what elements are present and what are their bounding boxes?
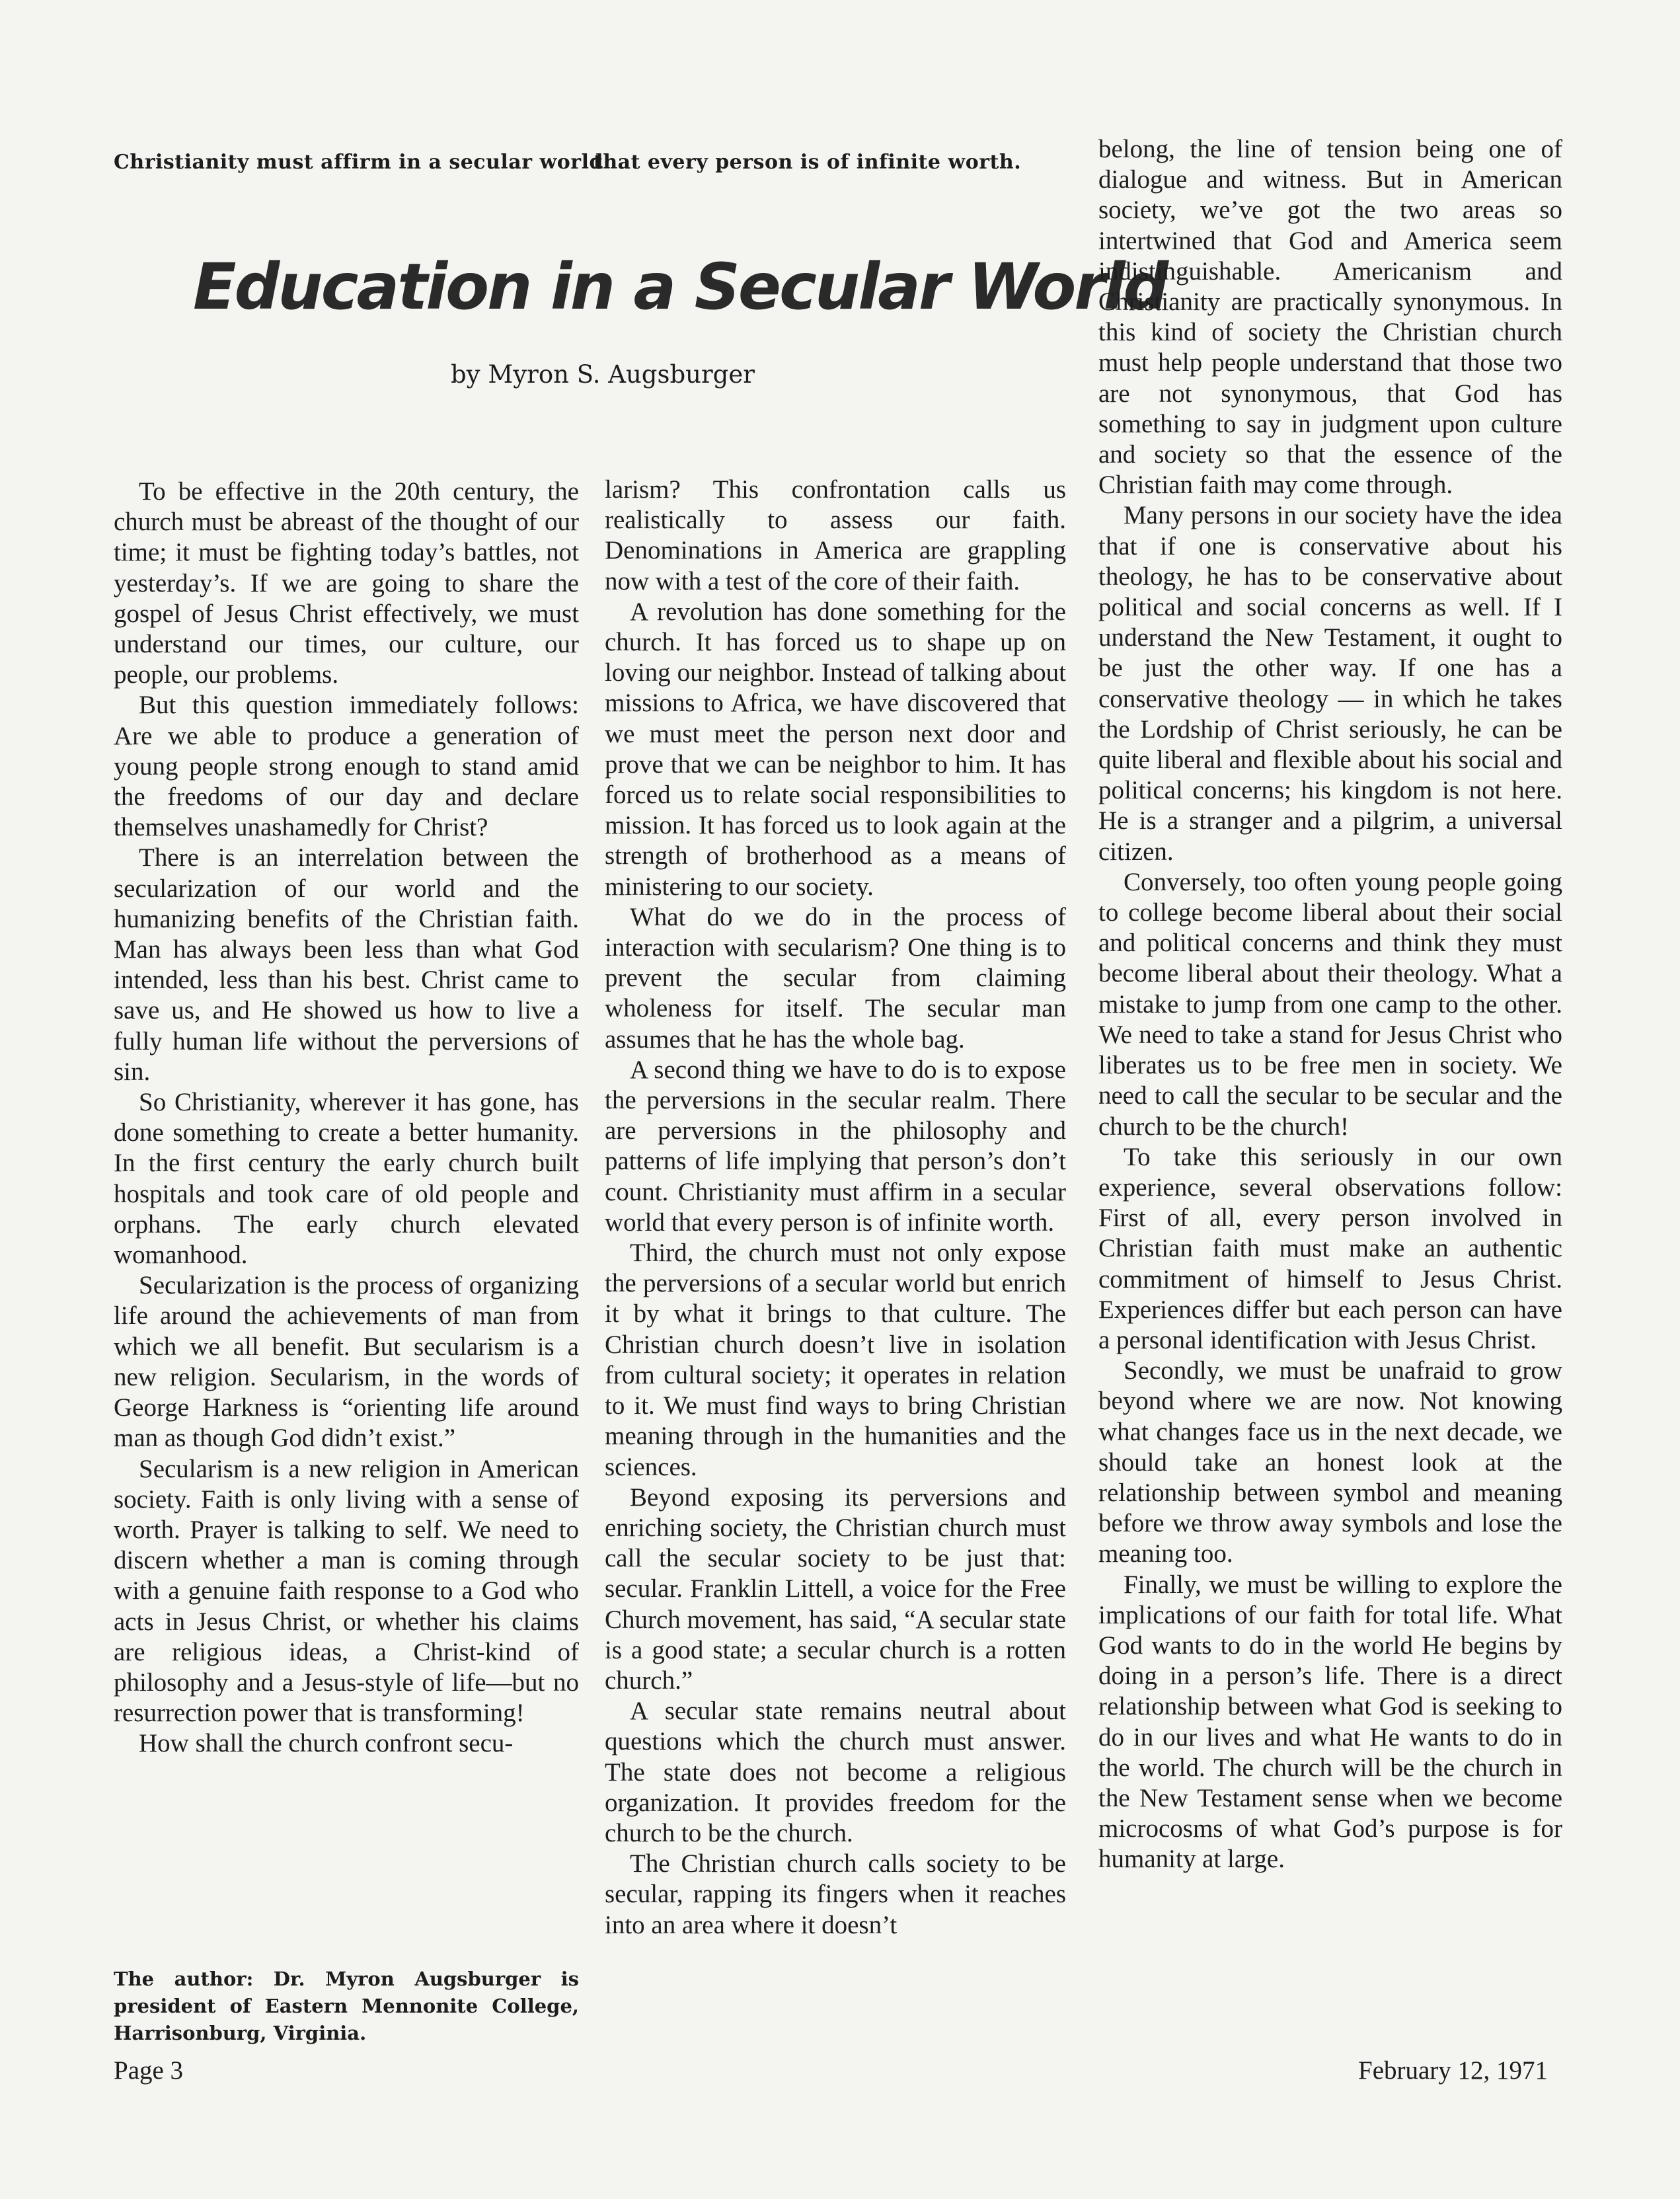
paragraph: A second thing we have to do is to expose the perversions in the secular realm. There are perversions in the philosophy and patterns of life implying that person’s don’t count. Christianity must affirm in a secular world that every person is of infinite worth.: [605, 1055, 1066, 1237]
paragraph: There is an interrelation between the secularization of our world and the humanizing benefits of the Christian faith. Man has always been less than what God intended, less than his best. Christ came to save us, and He showed us how to live a fully human life without the perversions of sin.: [114, 843, 579, 1086]
paragraph: larism? This confrontation calls us realistically to assess our faith. Denominations in America are grappling now with a test of the core of their faith.: [605, 475, 1066, 596]
article-title: Education in a Secular World: [193, 250, 1167, 324]
paragraph: Secularization is the process of organizing life around the achievements of man from which we all benefit. But secularism is a new religion. Secularism, in the words of George Harkness is “orienting life around man as though God didn’t exist.”: [114, 1271, 579, 1453]
page-number: Page 3: [114, 2056, 184, 2085]
byline: by Myron S. Augsburger: [451, 360, 755, 389]
article-column-1: [114, 477, 579, 1759]
issue-date: February 12, 1971: [1358, 2056, 1548, 2085]
paragraph: A secular state remains neutral about questions which the church must answer. The state does not become a religious organization. It provides freedom for the church to be the church.: [605, 1697, 1066, 1847]
paragraph: Many persons in our society have the idea that if one is conservative about his theology, he has to be conservative about political and social concerns as well. If I understand the New Testament, it ought to be just the other way. If one has a conservative theology — in which he takes the Lordship of Christ seriously, he can be quite liberal and flexible about his social and political concerns; his kingdom is not here. He is a stranger and a pilgrim, a universal citizen.: [1098, 501, 1562, 866]
paragraph: To take this seriously in our own experience, several observations follow: First of all, every person involved in Christian faith must make an authentic commitment of himself to Jesus Christ. Experiences differ but each person can have a personal identification with Jesus Christ.: [1098, 1142, 1562, 1354]
author-note: The author: Dr. Myron Augsburger is president of Eastern Mennonite College, Harrisonburg, Virginia.: [114, 1968, 579, 2044]
paragraph: belong, the line of tension being one of dialogue and witness. But in American society, we’ve got the two areas so intertwined that God and America seem indistinguishable. Americanism and Christianity are practically synonymous. In this kind of society the Christian church must help people understand that those two are not synonymous, that God has something to say in judgment upon culture and society so that the essence of the Christian faith may come through.: [1098, 135, 1562, 500]
article-column-2: [605, 475, 1066, 1941]
paragraph: Finally, we must be willing to explore the implications of our faith for total life. What God wants to do in the world He begins by doing in a person’s life. There is a direct relationship between what God is seeking to do in our lives and what He wants to do in the world. The church will be the church in the New Testament sense when we become microcosms of what God’s purpose is for humanity at large.: [1098, 1570, 1562, 1874]
pullquote-right: that every person is of infinite worth.: [593, 151, 1022, 174]
paragraph: Beyond exposing its perversions and enriching society, the Christian church must call the secular society to be just that: secular. Franklin Littell, a voice for the Free Church movement, has said, “A secular state is a good state; a secular church is a rotten church.”: [605, 1483, 1066, 1695]
paragraph: Secondly, we must be unafraid to grow beyond where we are now. Not knowing what changes face us in the next decade, we should take an honest look at the relationship between symbol and meaning before we throw away symbols and lose the meaning too.: [1098, 1356, 1562, 1568]
paragraph: The Christian church calls society to be secular, rapping its fingers when it reaches into an area where it doesn’t: [605, 1849, 1066, 1939]
paragraph: But this question immediately follows: Are we able to produce a generation of young people strong enough to stand amid the freedoms of our day and declare themselves unashamedly for Christ?: [114, 691, 579, 842]
paragraph: Conversely, too often young people going to college become liberal about their social and political concerns and think they must become liberal about their theology. What a mistake to jump from one camp to the other. We need to take a stand for Jesus Christ who liberates us to be free men in society. We need to call the secular to be secular and the church to be the church!: [1098, 867, 1562, 1141]
article-column-3: [1098, 134, 1562, 1875]
paragraph: How shall the church confront secu-: [139, 1729, 514, 1758]
pullquote-left: Christianity must affirm in a secular world: [114, 151, 603, 174]
paragraph: So Christianity, wherever it has gone, has done something to create a better humanity. In the first century the early church built hospitals and took care of old people and orphans. The early church elevated womanhood.: [114, 1088, 579, 1270]
paragraph: A revolution has done something for the church. It has forced us to shape up on loving our neighbor. Instead of talking about missions to Africa, we have discovered that we must meet the person next door and prove that we can be neighbor to him. It has forced us to relate social responsibilities to mission. It has forced us to look again at the strength of brotherhood as a means of ministering to our society.: [605, 597, 1066, 901]
paragraph: Secularism is a new religion in American society. Faith is only living with a sense of worth. Prayer is talking to self. We need to discern whether a man is coming through with a genuine faith response to a God who acts in Jesus Christ, or whether his claims are religious ideas, a Christ-kind of philosophy and a Jesus-style of life—but no resurrection power that is transforming!: [114, 1454, 579, 1728]
paragraph: To be effective in the 20th century, the church must be abreast of the thought of our time; it must be fighting today’s battles, not yesterday’s. If we are going to share the gospel of Jesus Christ effectively, we must understand our times, our culture, our people, our problems.: [114, 477, 579, 689]
paragraph: What do we do in the process of interaction with secularism? One thing is to prevent the secular from claiming wholeness for itself. The secular man assumes that he has the whole bag.: [605, 902, 1066, 1054]
paragraph: Third, the church must not only expose the perversions of a secular world but enrich it by what it brings to that culture. The Christian church doesn’t live in isolation from cultural society; it operates in relation to it. We must find ways to bring Christian meaning through in the humanities and the sciences.: [605, 1239, 1066, 1481]
